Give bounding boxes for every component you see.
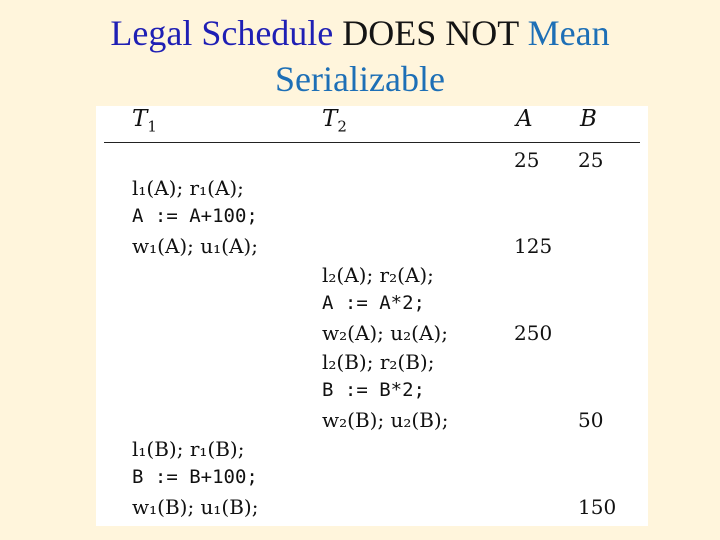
t1-assign-b: B := B+100; — [132, 466, 258, 488]
t1-assign-a: A := A+100; — [132, 205, 258, 227]
value-b-initial: 25 — [578, 148, 604, 172]
header-t1-letter: T — [132, 106, 148, 132]
value-a-initial: 25 — [514, 148, 540, 172]
t2-assign-a: A := A*2; — [322, 292, 425, 314]
header-t2-subscript: 2 — [337, 117, 347, 136]
t1-lock-read-b: l₁(B); r₁(B); — [132, 437, 245, 461]
title-part-mean: Mean — [518, 13, 610, 53]
t2-assign-b: B := B*2; — [322, 379, 425, 401]
title-part-does-not: DOES NOT — [342, 13, 519, 53]
header-t2-letter: T — [322, 106, 338, 132]
t2-write-unlock-a: w₂(A); u₂(A); — [322, 321, 448, 345]
header-t1-subscript: 1 — [147, 117, 157, 136]
t2-write-unlock-b: w₂(B); u₂(B); — [322, 408, 449, 432]
header-t1 — [132, 106, 157, 136]
t1-lock-read-a: l₁(A); r₁(A); — [132, 176, 244, 200]
header-b: B — [580, 106, 597, 132]
t1-write-unlock-a: w₁(A); u₁(A); — [132, 234, 258, 258]
schedule-table — [96, 106, 648, 526]
value-b-after-t1: 150 — [578, 495, 617, 519]
value-a-after-t1: 125 — [514, 234, 553, 258]
header-a: A — [516, 106, 533, 132]
t1-write-unlock-b: w₁(B); u₁(B); — [132, 495, 259, 519]
t2-lock-read-a: l₂(A); r₂(A); — [322, 263, 434, 287]
slide-title — [0, 10, 720, 102]
title-part-legal-schedule: Legal Schedule — [110, 13, 343, 53]
title-part-serializable: Serializable — [275, 59, 445, 99]
header-t2 — [322, 106, 347, 136]
value-a-after-t2: 250 — [514, 321, 553, 345]
t2-lock-read-b: l₂(B); r₂(B); — [322, 350, 435, 374]
value-b-after-t2: 50 — [578, 408, 604, 432]
header-divider — [104, 142, 640, 143]
